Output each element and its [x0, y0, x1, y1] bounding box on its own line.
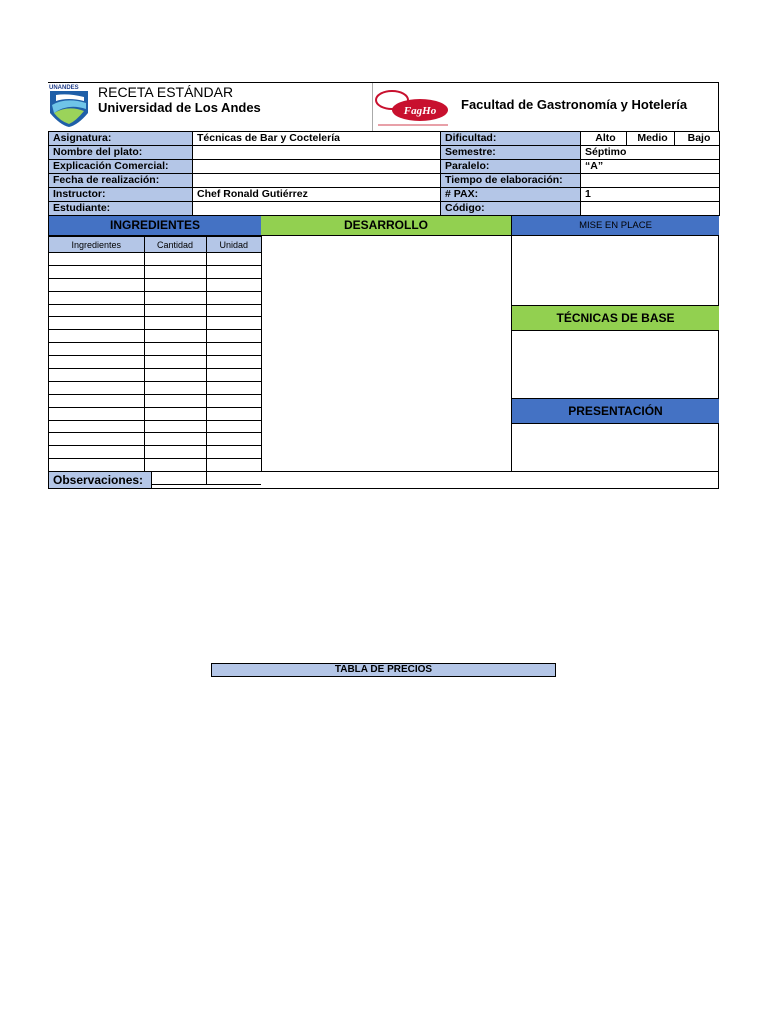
col-cantidad: Cantidad — [144, 237, 206, 253]
paralelo-label: Paralelo: — [441, 160, 581, 174]
ingredient-cell[interactable] — [49, 304, 144, 317]
col-unidad: Unidad — [206, 237, 261, 253]
tabla-precios-title: TABLA DE PRECIOS — [211, 663, 556, 677]
ingredient-row — [49, 330, 261, 343]
cantidad-cell[interactable] — [144, 381, 206, 394]
ingredient-row — [49, 407, 261, 420]
nombre-value[interactable] — [193, 146, 441, 160]
ingredient-row — [49, 317, 261, 330]
ingredient-cell[interactable] — [49, 381, 144, 394]
ingredient-row — [49, 459, 261, 472]
dificultad-medio[interactable]: Medio — [627, 132, 675, 146]
ingredient-row — [49, 343, 261, 356]
ingredient-cell[interactable] — [49, 459, 144, 472]
instructor-value[interactable]: Chef Ronald Gutiérrez — [193, 188, 441, 202]
codigo-label: Código: — [441, 202, 581, 216]
unidad-cell[interactable] — [206, 330, 261, 343]
ingredientes-header: INGREDIENTES — [49, 216, 261, 236]
cantidad-cell[interactable] — [144, 265, 206, 278]
unidad-cell[interactable] — [206, 369, 261, 382]
explicacion-label: Explicación Comercial: — [49, 160, 193, 174]
unidad-cell[interactable] — [206, 291, 261, 304]
cantidad-cell[interactable] — [144, 343, 206, 356]
semestre-value[interactable]: Séptimo — [581, 146, 720, 160]
fecha-label: Fecha de realización: — [49, 174, 193, 188]
cantidad-cell[interactable] — [144, 317, 206, 330]
cantidad-cell[interactable] — [144, 433, 206, 446]
ingredient-cell[interactable] — [49, 265, 144, 278]
recipe-title: RECETA ESTÁNDAR — [98, 84, 234, 100]
ingredients-column — [49, 216, 262, 471]
dificultad-bajo[interactable]: Bajo — [675, 132, 720, 146]
ingredient-cell[interactable] — [49, 369, 144, 382]
fagho-logo-text: FagHo — [403, 105, 437, 117]
desarrollo-header: DESARROLLO — [261, 216, 511, 236]
unidad-cell[interactable] — [206, 433, 261, 446]
cantidad-cell[interactable] — [144, 407, 206, 420]
unidad-cell[interactable] — [206, 278, 261, 291]
unandes-logo-text: UNANDES — [49, 85, 79, 91]
ingredient-row — [49, 433, 261, 446]
cantidad-cell[interactable] — [144, 278, 206, 291]
unidad-cell[interactable] — [206, 420, 261, 433]
ingredient-cell[interactable] — [49, 356, 144, 369]
sheet-header — [48, 82, 719, 131]
desarrollo-area[interactable] — [261, 236, 511, 471]
ingredient-row — [49, 369, 261, 382]
recipe-sheet — [48, 82, 719, 489]
unandes-logo — [48, 83, 90, 127]
ingredient-cell[interactable] — [49, 291, 144, 304]
presentacion-header: PRESENTACIÓN — [512, 399, 719, 424]
instructor-label: Instructor: — [49, 188, 193, 202]
cantidad-cell[interactable] — [144, 253, 206, 266]
presentacion-area[interactable] — [512, 424, 719, 474]
ingredient-cell[interactable] — [49, 278, 144, 291]
observaciones-label: Observaciones: — [49, 472, 152, 488]
unidad-cell[interactable] — [206, 446, 261, 459]
ingredients-table — [49, 236, 261, 485]
faculty-name: Facultad de Gastronomía y Hotelería — [461, 97, 688, 112]
ingredient-row — [49, 446, 261, 459]
cantidad-cell[interactable] — [144, 394, 206, 407]
ingredient-row — [49, 278, 261, 291]
cantidad-cell[interactable] — [144, 291, 206, 304]
codigo-value[interactable] — [581, 202, 720, 216]
ingredient-row — [49, 291, 261, 304]
ingredient-row — [49, 381, 261, 394]
ingredient-cell[interactable] — [49, 420, 144, 433]
tiempo-value[interactable] — [581, 174, 720, 188]
ingredient-cell[interactable] — [49, 343, 144, 356]
fagho-logo — [372, 86, 452, 129]
mise-area[interactable] — [512, 236, 719, 306]
cantidad-cell[interactable] — [144, 420, 206, 433]
unidad-cell[interactable] — [206, 356, 261, 369]
mise-header: MISE EN PLACE — [512, 216, 719, 236]
observaciones-value[interactable] — [153, 472, 718, 488]
ingredient-cell[interactable] — [49, 253, 144, 266]
unidad-cell[interactable] — [206, 381, 261, 394]
cantidad-cell[interactable] — [144, 304, 206, 317]
cantidad-cell[interactable] — [144, 330, 206, 343]
observaciones-row — [48, 472, 719, 489]
unidad-cell[interactable] — [206, 343, 261, 356]
recipe-body — [48, 216, 719, 472]
ingredient-row — [49, 420, 261, 433]
ingredient-cell[interactable] — [49, 446, 144, 459]
asignatura-value[interactable]: Técnicas de Bar y Coctelería — [193, 132, 441, 146]
cantidad-cell[interactable] — [144, 356, 206, 369]
ingredient-row — [49, 253, 261, 266]
ingredient-cell[interactable] — [49, 407, 144, 420]
ingredient-row — [49, 356, 261, 369]
cantidad-cell[interactable] — [144, 446, 206, 459]
ingredient-cell[interactable] — [49, 330, 144, 343]
estudiante-value[interactable] — [193, 202, 441, 216]
unidad-cell[interactable] — [206, 265, 261, 278]
fecha-value[interactable] — [193, 174, 441, 188]
unidad-cell[interactable] — [206, 394, 261, 407]
unidad-cell[interactable] — [206, 317, 261, 330]
unidad-cell[interactable] — [206, 253, 261, 266]
unidad-cell[interactable] — [206, 304, 261, 317]
semestre-label: Semestre: — [441, 146, 581, 160]
info-table — [48, 131, 720, 216]
ingredient-cell[interactable] — [49, 317, 144, 330]
ingredient-cell[interactable] — [49, 394, 144, 407]
cantidad-cell[interactable] — [144, 459, 206, 472]
tecnicas-area[interactable] — [512, 331, 719, 399]
asignatura-label: Asignatura: — [49, 132, 193, 146]
ingredient-row — [49, 394, 261, 407]
estudiante-label: Estudiante: — [49, 202, 193, 216]
tiempo-label: Tiempo de elaboración: — [441, 174, 581, 188]
pax-value[interactable]: 1 — [581, 188, 720, 202]
cantidad-cell[interactable] — [144, 369, 206, 382]
dificultad-label: Dificultad: — [441, 132, 581, 146]
explicacion-value[interactable] — [193, 160, 441, 174]
tecnicas-header: TÉCNICAS DE BASE — [512, 306, 719, 331]
nombre-label: Nombre del plato: — [49, 146, 193, 160]
unidad-cell[interactable] — [206, 459, 261, 472]
right-column — [512, 216, 719, 471]
pax-label: # PAX: — [441, 188, 581, 202]
unidad-cell[interactable] — [206, 407, 261, 420]
university-name: Universidad de Los Andes — [98, 100, 261, 115]
ingredient-cell[interactable] — [49, 433, 144, 446]
dificultad-alto[interactable]: Alto — [581, 132, 627, 146]
desarrollo-column — [261, 216, 512, 471]
ingredient-row — [49, 265, 261, 278]
col-ingredientes: Ingredientes — [49, 237, 144, 253]
paralelo-value[interactable]: “A” — [581, 160, 720, 174]
ingredient-row — [49, 304, 261, 317]
